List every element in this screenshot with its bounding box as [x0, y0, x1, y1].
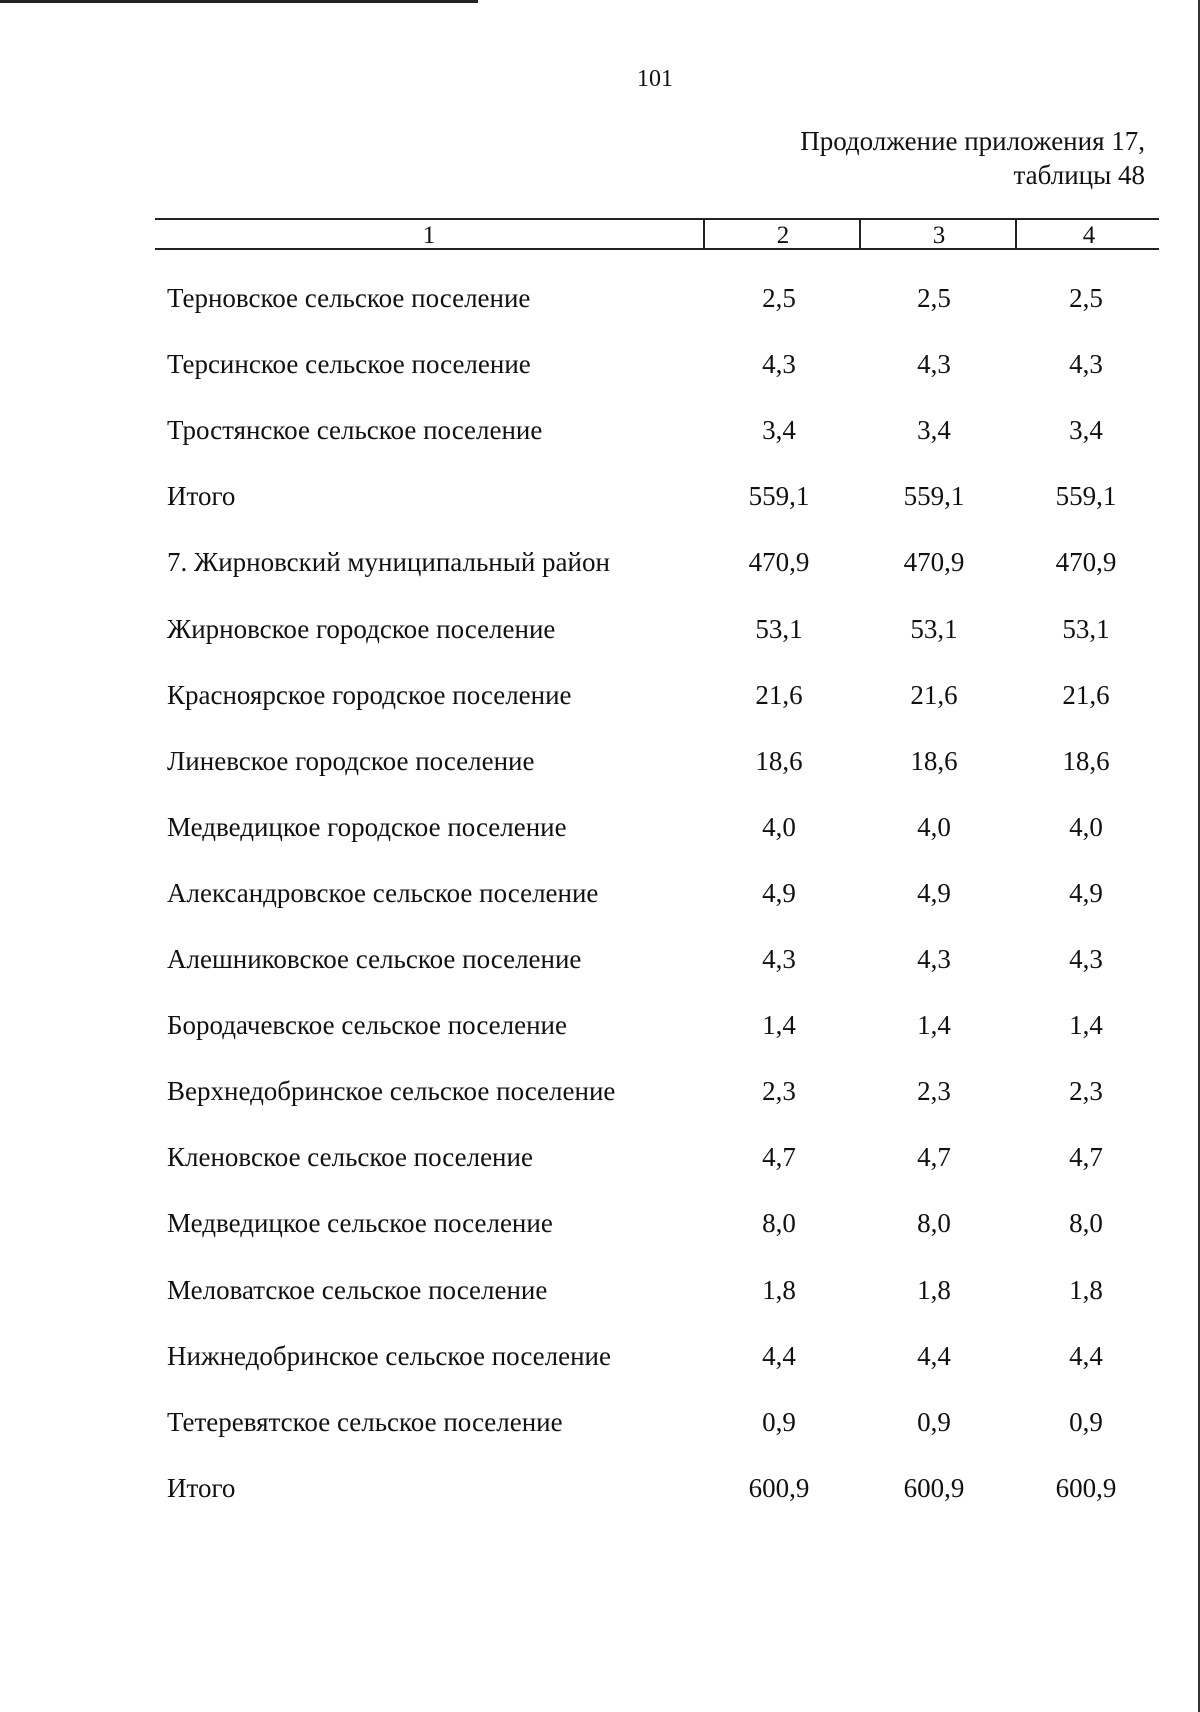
row-value-col-4: 4,4 — [1069, 1341, 1103, 1371]
row-label: Красноярское городское поселение — [167, 680, 572, 710]
row-value-col-2: 2,3 — [762, 1076, 796, 1106]
row-value-col-3: 1,4 — [917, 1010, 951, 1040]
table-row — [0, 609, 1200, 649]
row-label: Итого — [167, 481, 236, 511]
row-value-col-3: 2,3 — [917, 1076, 951, 1106]
row-label: Линевское городское поселение — [167, 746, 535, 776]
row-value-col-4: 559,1 — [1055, 481, 1117, 511]
table-row — [0, 1336, 1200, 1376]
row-value-col-3: 53,1 — [910, 614, 958, 644]
row-value-col-2: 2,5 — [762, 283, 796, 313]
row-label: Тростянское сельское поселение — [167, 415, 543, 445]
row-value-col-3: 21,6 — [910, 680, 958, 710]
heading-line-table: таблицы 48 — [1013, 160, 1145, 190]
row-value-col-3: 3,4 — [917, 415, 951, 445]
row-value-col-3: 4,3 — [917, 944, 951, 974]
row-label: Алешниковское сельское поселение — [167, 944, 582, 974]
row-value-col-2: 0,9 — [762, 1407, 796, 1437]
row-value-col-3: 559,1 — [903, 481, 965, 511]
row-value-col-3: 8,0 — [917, 1208, 951, 1238]
row-value-col-2: 600,9 — [748, 1473, 810, 1503]
row-value-col-4: 53,1 — [1062, 614, 1110, 644]
table-continuation-heading — [800, 124, 1145, 192]
row-value-col-2: 4,3 — [762, 349, 796, 379]
row-value-col-3: 0,9 — [917, 1407, 951, 1437]
row-value-col-4: 4,9 — [1069, 878, 1103, 908]
row-label: Медведицкое городское поселение — [167, 812, 567, 842]
row-value-col-3: 4,7 — [917, 1142, 951, 1172]
row-value-col-3: 470,9 — [903, 547, 965, 577]
row-value-col-4: 470,9 — [1055, 547, 1117, 577]
table-row — [0, 807, 1200, 847]
row-value-col-4: 2,5 — [1069, 283, 1103, 313]
row-value-col-2: 21,6 — [755, 680, 803, 710]
row-value-col-2: 4,7 — [762, 1142, 796, 1172]
page-number: 101 — [637, 66, 673, 92]
table-row — [0, 278, 1200, 318]
row-value-col-3: 4,0 — [917, 812, 951, 842]
row-value-col-2: 470,9 — [748, 547, 810, 577]
column-header-3: 3 — [859, 220, 1017, 250]
row-label: Терсинское сельское поселение — [167, 349, 531, 379]
row-value-col-3: 18,6 — [910, 746, 958, 776]
row-label: 7. Жирновский муниципальный район — [167, 547, 610, 577]
row-label: Терновское сельское поселение — [167, 283, 531, 313]
scan-edge-line — [0, 0, 478, 3]
row-value-col-2: 18,6 — [755, 746, 803, 776]
table-row — [0, 1468, 1200, 1508]
row-label: Медведицкое сельское поселение — [167, 1208, 553, 1238]
row-value-col-4: 8,0 — [1069, 1208, 1103, 1238]
column-header-2: 2 — [703, 220, 861, 250]
row-value-col-2: 3,4 — [762, 415, 796, 445]
row-value-col-4: 4,3 — [1069, 944, 1103, 974]
row-value-col-3: 2,5 — [917, 283, 951, 313]
row-label: Бородачевское сельское поселение — [167, 1010, 567, 1040]
table-row — [0, 873, 1200, 913]
row-value-col-4: 21,6 — [1062, 680, 1110, 710]
table-row — [0, 1203, 1200, 1243]
row-value-col-2: 1,8 — [762, 1275, 796, 1305]
row-value-col-2: 4,3 — [762, 944, 796, 974]
row-value-col-3: 4,3 — [917, 349, 951, 379]
row-label: Итого — [167, 1473, 236, 1503]
row-label: Меловатское сельское поселение — [167, 1275, 548, 1305]
row-label: Александровское сельское поселение — [167, 878, 599, 908]
row-value-col-3: 4,9 — [917, 878, 951, 908]
row-value-col-4: 2,3 — [1069, 1076, 1103, 1106]
table-row — [0, 542, 1200, 582]
table-row — [0, 344, 1200, 384]
table-row — [0, 1005, 1200, 1045]
table-row — [0, 1402, 1200, 1442]
table-row — [0, 741, 1200, 781]
row-value-col-3: 4,4 — [917, 1341, 951, 1371]
row-value-col-2: 1,4 — [762, 1010, 796, 1040]
row-value-col-4: 0,9 — [1069, 1407, 1103, 1437]
row-value-col-4: 4,7 — [1069, 1142, 1103, 1172]
heading-line-appendix: Продолжение приложения 17, — [800, 126, 1145, 156]
row-value-col-4: 18,6 — [1062, 746, 1110, 776]
row-value-col-2: 53,1 — [755, 614, 803, 644]
table-header-row — [155, 218, 1159, 250]
row-value-col-2: 4,9 — [762, 878, 796, 908]
table-row — [0, 1137, 1200, 1177]
row-value-col-4: 4,3 — [1069, 349, 1103, 379]
row-value-col-2: 4,4 — [762, 1341, 796, 1371]
row-value-col-4: 1,4 — [1069, 1010, 1103, 1040]
row-value-col-3: 1,8 — [917, 1275, 951, 1305]
table-row — [0, 410, 1200, 450]
table-row — [0, 476, 1200, 516]
row-value-col-4: 600,9 — [1055, 1473, 1117, 1503]
table-row — [0, 1071, 1200, 1111]
row-value-col-3: 600,9 — [903, 1473, 965, 1503]
table-row — [0, 1270, 1200, 1310]
row-value-col-2: 559,1 — [748, 481, 810, 511]
column-header-4: 4 — [1015, 220, 1161, 250]
column-header-1: 1 — [422, 222, 436, 249]
row-label: Кленовское сельское поселение — [167, 1142, 533, 1172]
row-value-col-4: 3,4 — [1069, 415, 1103, 445]
row-value-col-4: 1,8 — [1069, 1275, 1103, 1305]
row-label: Тетеревятское сельское поселение — [167, 1407, 563, 1437]
row-value-col-4: 4,0 — [1069, 812, 1103, 842]
row-label: Жирновское городское поселение — [167, 614, 556, 644]
table-row — [0, 939, 1200, 979]
row-value-col-2: 4,0 — [762, 812, 796, 842]
row-label: Верхнедобринское сельское поселение — [167, 1076, 616, 1106]
row-value-col-2: 8,0 — [762, 1208, 796, 1238]
row-label: Нижнедобринское сельское поселение — [167, 1341, 611, 1371]
table-row — [0, 675, 1200, 715]
